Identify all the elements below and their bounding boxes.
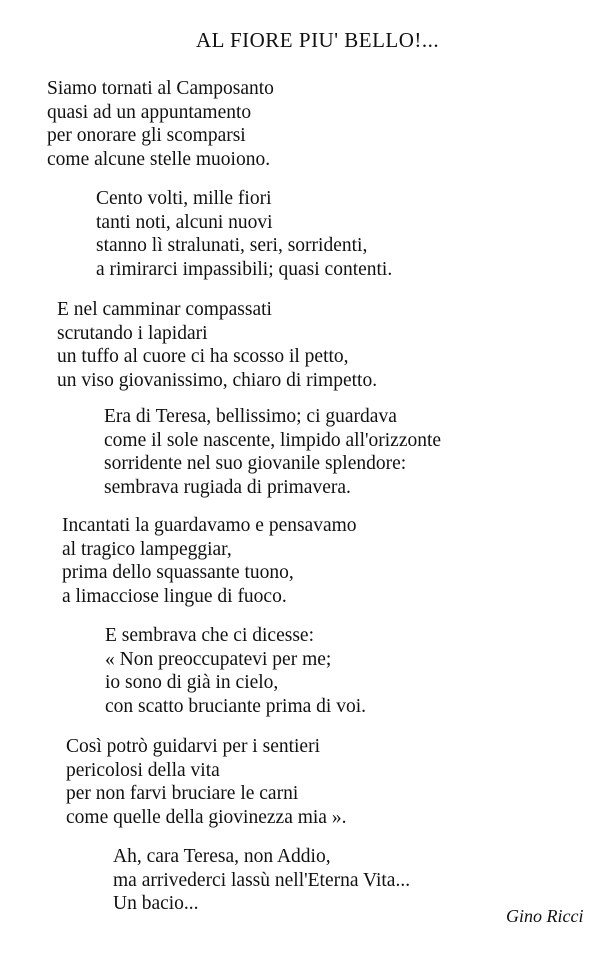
stanza-2 bbox=[96, 187, 392, 281]
verse-line: Siamo tornati al Camposanto bbox=[47, 78, 274, 99]
verse-line: Cento volti, mille fiori bbox=[96, 188, 272, 209]
verse-line: con scatto bruciante prima di voi. bbox=[105, 695, 367, 717]
verse-line: un viso giovanissimo, chiaro di rimpetto. bbox=[57, 369, 378, 391]
verse-line: Incantati la guardavamo e pensavamo bbox=[62, 515, 357, 536]
verse-line: pericolosi della vita bbox=[66, 759, 220, 781]
verse-line: come quelle della giovinezza mia ». bbox=[66, 806, 347, 828]
stanza-3 bbox=[57, 298, 377, 392]
verse-line: Ah, cara Teresa, non Addio, bbox=[113, 846, 331, 867]
poem-title: AL FIORE PIU' BELLO!... bbox=[196, 28, 440, 52]
stanza-8 bbox=[113, 845, 410, 916]
verse-line: stanno lì stralunati, seri, sorridenti, bbox=[96, 235, 368, 256]
verse-line: E sembrava che ci dicesse: bbox=[105, 625, 314, 646]
verse-line: come il sole nascente, limpido all'orizzonte bbox=[104, 429, 442, 451]
stanza-6 bbox=[105, 624, 366, 718]
verse-line: al tragico lampeggiar, bbox=[62, 538, 232, 560]
verse-line: scrutando i lapidari bbox=[57, 322, 208, 344]
stanza-7 bbox=[66, 735, 346, 829]
stanza-4 bbox=[104, 405, 441, 499]
verse-line: Era di Teresa, bellissimo; ci guardava bbox=[104, 406, 397, 427]
verse-line: prima dello squassante tuono, bbox=[62, 562, 294, 583]
verse-line: « Non preoccupatevi per me; bbox=[105, 648, 332, 670]
verse-line: come alcune stelle muoiono. bbox=[47, 148, 271, 170]
verse-line: sorridente nel suo giovanile splendore: bbox=[104, 453, 407, 474]
verse-line: ma arrivederci lassù nell'Eterna Vita... bbox=[113, 869, 411, 891]
author-signature: Gino Ricci bbox=[506, 906, 584, 926]
verse-line: tanti noti, alcuni nuovi bbox=[96, 211, 273, 233]
verse-line: E nel camminar compassati bbox=[57, 299, 272, 320]
verse-line: per onorare gli scomparsi bbox=[47, 125, 246, 146]
verse-line: per non farvi bruciare le carni bbox=[66, 783, 299, 804]
stanza-1 bbox=[47, 77, 274, 171]
stanza-5 bbox=[62, 514, 357, 608]
verse-line: Un bacio... bbox=[113, 893, 199, 914]
verse-line: a rimirarci impassibili; quasi contenti. bbox=[96, 258, 393, 280]
verse-line: io sono di già in cielo, bbox=[105, 672, 279, 693]
verse-line: sembrava rugiada di primavera. bbox=[104, 476, 351, 498]
verse-line: quasi ad un appuntamento bbox=[47, 101, 252, 123]
verse-line: a limacciose lingue di fuoco. bbox=[62, 585, 287, 607]
verse-line: un tuffo al cuore ci ha scosso il petto, bbox=[57, 346, 349, 367]
verse-line: Così potrò guidarvi per i sentieri bbox=[66, 736, 320, 757]
